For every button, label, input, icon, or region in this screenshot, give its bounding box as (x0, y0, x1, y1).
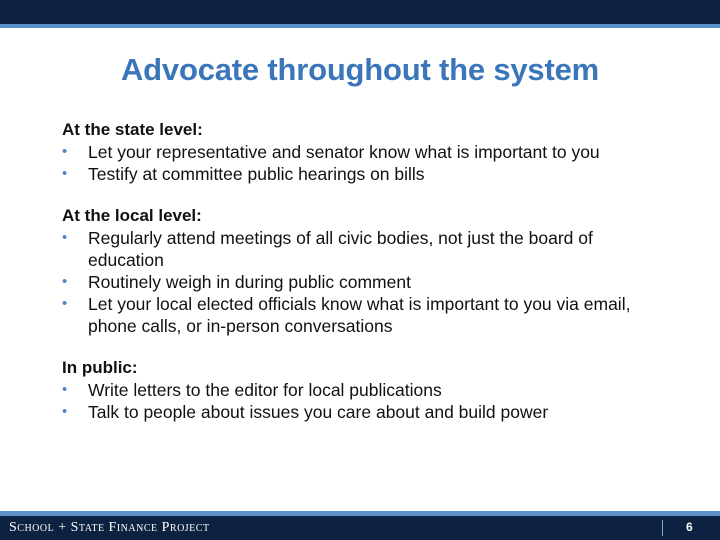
top-accent-stripe (0, 24, 720, 28)
list-item (62, 141, 662, 163)
bullet-list (62, 227, 662, 337)
bullet-icon: • (62, 273, 68, 290)
list-item (62, 401, 662, 423)
list-item (62, 163, 662, 185)
bullet-text: Routinely weigh in during public comment (88, 272, 411, 292)
footer-divider (662, 520, 663, 536)
page-number: 6 (686, 520, 693, 534)
bullet-icon: • (62, 295, 68, 312)
section-state-level (62, 119, 662, 185)
bullet-icon: • (62, 143, 68, 160)
bullet-icon: • (62, 381, 68, 398)
bullet-text: Let your local elected officials know what is important to you via email, phone calls, or in-person conversations (88, 294, 631, 336)
section-public (62, 357, 662, 423)
bullet-icon: • (62, 229, 68, 246)
list-item (62, 379, 662, 401)
section-heading: At the state level: (62, 120, 203, 139)
slide-title: Advocate throughout the system (121, 52, 599, 87)
bullet-text: Let your representative and senator know what is important to you (88, 142, 600, 162)
bullet-text: Write letters to the editor for local publications (88, 380, 442, 400)
bullet-text: Regularly attend meetings of all civic bodies, not just the board of education (88, 228, 593, 270)
list-item (62, 227, 662, 271)
section-heading: At the local level: (62, 206, 202, 225)
bullet-list (62, 379, 662, 423)
slide-content (62, 119, 662, 443)
bullet-text: Testify at committee public hearings on bills (88, 164, 425, 184)
list-item (62, 293, 662, 337)
footer-brand: School + State Finance Project (9, 520, 210, 535)
top-bar (0, 0, 720, 24)
footer-bar (0, 516, 720, 540)
bullet-icon: • (62, 403, 68, 420)
section-local-level (62, 205, 662, 337)
bullet-icon: • (62, 165, 68, 182)
bullet-list (62, 141, 662, 185)
bullet-text: Talk to people about issues you care about and build power (88, 402, 549, 422)
section-heading: In public: (62, 358, 138, 377)
list-item (62, 271, 662, 293)
